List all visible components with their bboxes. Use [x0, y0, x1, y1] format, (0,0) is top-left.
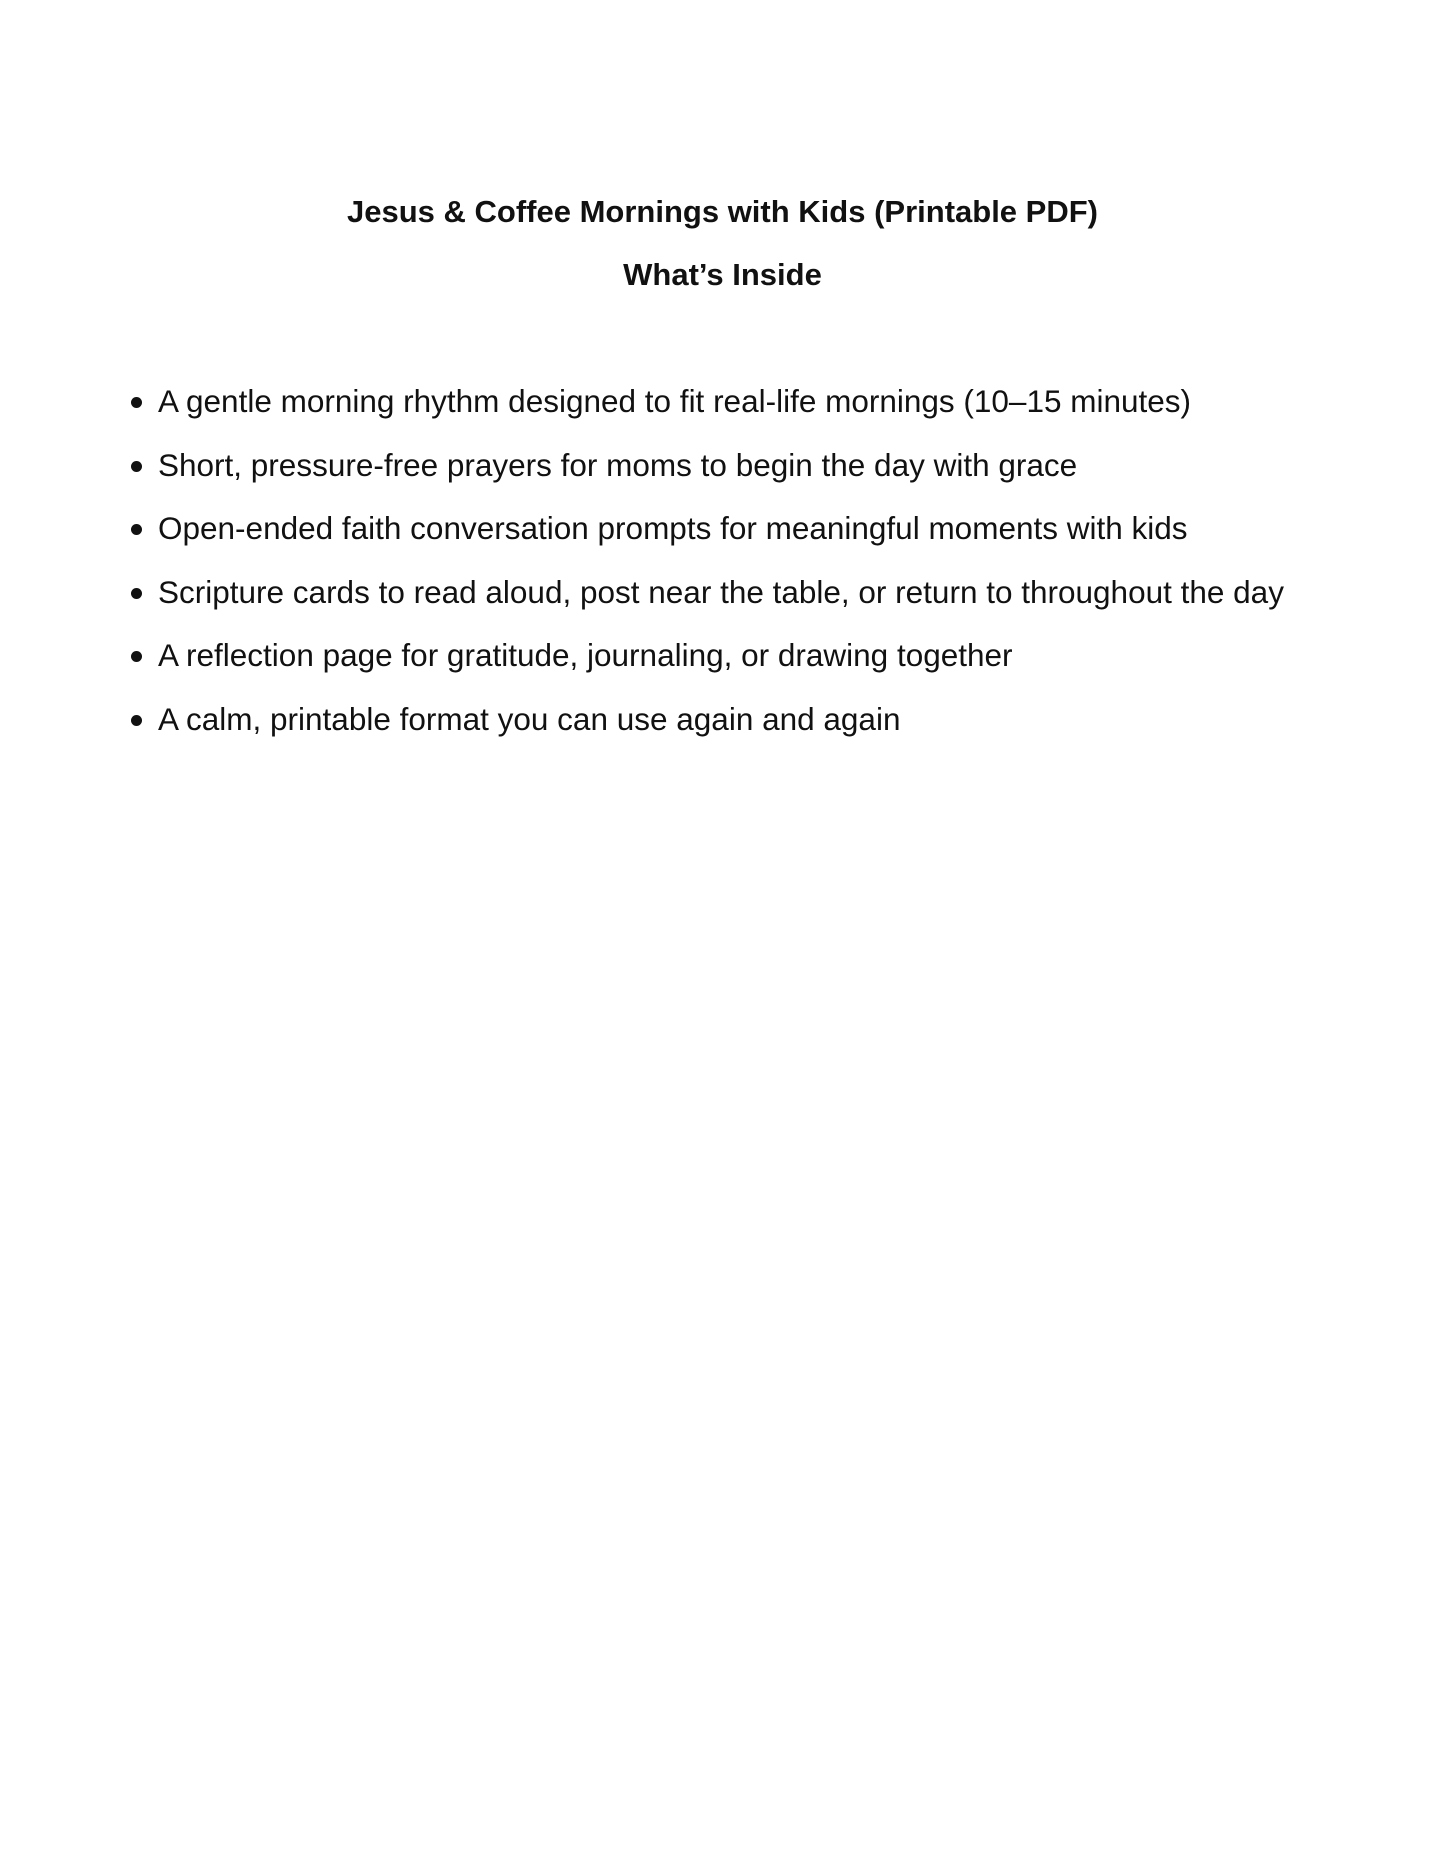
- list-item-text: Open-ended faith conversation prompts for meaningful moments with kids: [158, 510, 1188, 546]
- list-item-text: Scripture cards to read aloud, post near the table, or return to throughout the day: [158, 573, 1284, 610]
- bullet-icon: [131, 524, 142, 535]
- list-item: [128, 572, 1378, 636]
- bullet-icon: [131, 715, 142, 726]
- list-item: [128, 635, 1378, 699]
- document-title: Jesus & Coffee Mornings with Kids (Printable PDF): [347, 194, 1098, 229]
- bullet-icon: [131, 461, 142, 472]
- list-item-text: A reflection page for gratitude, journaling, or drawing together: [158, 637, 1013, 673]
- list-item-text: A calm, printable format you can use again and again: [158, 700, 901, 737]
- list-item: [128, 445, 1378, 509]
- list-item: [128, 381, 1378, 445]
- bullet-icon: [131, 588, 142, 599]
- list-item: [128, 699, 1378, 763]
- list-item-text: Short, pressure-free prayers for moms to begin the day with grace: [158, 446, 1078, 483]
- bullet-list: [128, 381, 1378, 762]
- bullet-icon: [131, 397, 142, 408]
- bullet-icon: [131, 651, 142, 662]
- list-item-text: A gentle morning rhythm designed to fit real-life mornings (10–15 minutes): [158, 383, 1192, 419]
- list-item: [128, 508, 1378, 572]
- document-subtitle: What’s Inside: [623, 257, 822, 292]
